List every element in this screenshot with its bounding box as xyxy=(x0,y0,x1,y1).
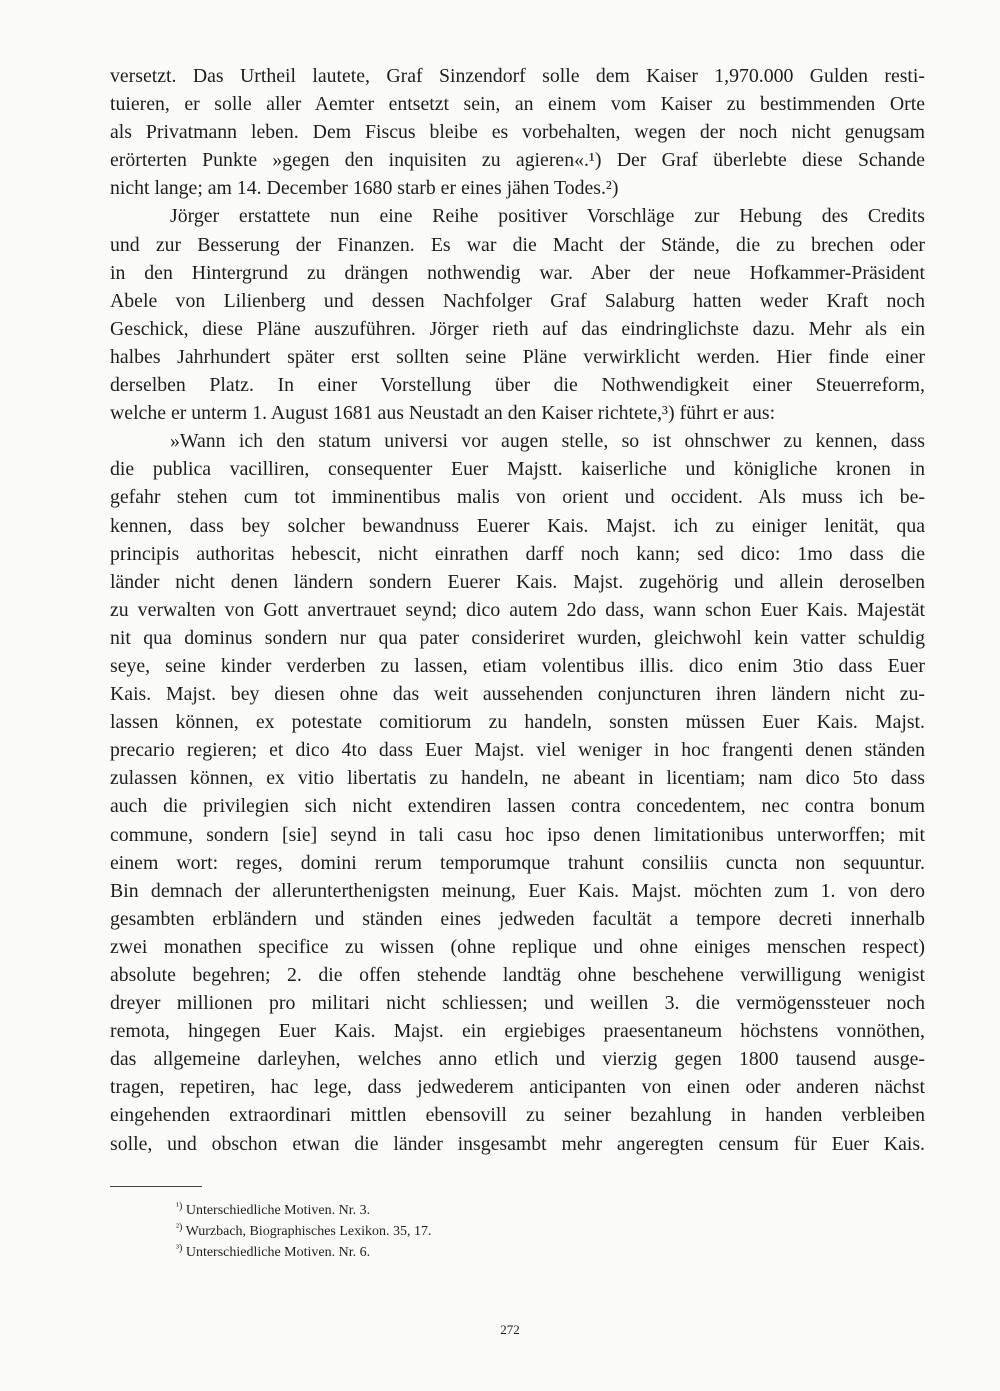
text-line: gefahr stehen cum tot imminentibus malis von orient und occident. Als muss ich be- xyxy=(110,486,925,509)
text-line: zwei monathen specifice zu wissen (ohne replique und ohne einiges menschen respect) xyxy=(110,935,925,958)
text-line: Bin demnach der allerunterthenigsten meinung, Euer Kais. Majst. möchten zum 1. von dero xyxy=(110,879,925,902)
text-line: das allgemeine darleyhen, welches anno etlich und vierzig gegen 1800 tausend ausge- xyxy=(110,1048,925,1071)
text-line: derselben Platz. In einer Vorstellung über die Nothwendigkeit einer Steuerreform, xyxy=(110,374,925,397)
text-line: eingehenden extraordinari mittlen ebensovill zu seiner bezahlung in handen verbleiben xyxy=(110,1104,925,1127)
text-line: die publica vacilliren, consequenter Euer Majstt. kaiserliche und königliche kronen in xyxy=(110,458,925,481)
page-number: 272 xyxy=(500,1322,520,1337)
body-text xyxy=(110,62,925,1158)
footnote-text: Unterschiedliche Motiven. Nr. 3. xyxy=(185,1203,371,1218)
text-line: kennen, dass bey solcher bewandnuss Euerer Kais. Majst. ich zu einiger lenität, qua xyxy=(110,514,925,537)
footnote-text: Unterschiedliche Motiven. Nr. 6. xyxy=(185,1245,371,1260)
footnote-marker: ²) xyxy=(176,1222,183,1233)
text-line: precario regieren; et dico 4to dass Euer Majst. viel weniger in hoc frangenti denen ständen xyxy=(110,739,925,762)
text-line: länder nicht denen ländern sondern Euerer Kais. Majst. zugehörig und allein deroselben xyxy=(110,570,925,593)
text-line: lassen können, ex potestate comitiorum zu handeln, sonsten müssen Euer Kais. Majst. xyxy=(110,711,925,734)
text-line: Abele von Lilienberg und dessen Nachfolger Graf Salaburg hatten weder Kraft noch xyxy=(110,289,925,312)
text-line: remota, hingegen Euer Kais. Majst. ein ergiebiges praesentaneum höchstens vonnöthen, xyxy=(110,1020,925,1043)
text-line: principis authoritas hebescit, nicht einrathen darff noch kann; sed dico: 1mo dass die xyxy=(110,542,925,565)
text-line: zu verwalten von Gott anvertrauet seynd; dico autem 2do dass, wann schon Euer Kais. Majestät xyxy=(110,598,925,621)
text-line: und zur Besserung der Finanzen. Es war die Macht der Stände, die zu brechen oder xyxy=(110,233,925,256)
footnote-text: Wurzbach, Biographisches Lexikon. 35, 17. xyxy=(185,1224,432,1239)
text-line: versetzt. Das Urtheil lautete, Graf Sinzendorf solle dem Kaiser 1,970.000 Gulden resti- xyxy=(110,65,925,87)
text-line: erörterten Punkte »gegen den inquisiten zu agieren«.¹) Der Graf überlebte diese Schande xyxy=(110,149,925,172)
footnote-marker: ³) xyxy=(176,1243,183,1254)
text-line: als Privatmann leben. Dem Fiscus bleibe es vorbehalten, wegen der noch nicht genugsam xyxy=(110,121,925,144)
text-line: solle, und obschon etwan die länder insgesambt mehr angeregten censum für Euer Kais. xyxy=(110,1132,925,1155)
text-line: seye, seine kinder verderben zu lassen, etiam volentibus illis. dico enim 3tio dass Euer xyxy=(110,654,925,677)
text-line: welche er unterm 1. August 1681 aus Neustadt an den Kaiser richtete,³) führt er aus: xyxy=(110,402,776,425)
text-line: nicht lange; am 14. December 1680 starb er eines jähen Todes.²) xyxy=(110,177,619,200)
text-line: absolute begehren; 2. die offen stehende landtäg ohne beschehene verwilligung wenigist xyxy=(110,964,925,986)
text-line: einem wort: reges, domini rerum temporumque trahunt consiliis cuncta non sequuntur. xyxy=(110,851,925,874)
footnote-marker: ¹) xyxy=(176,1201,183,1212)
text-line: halbes Jahrhundert später erst sollten seine Pläne verwirklicht werden. Hier finde einer xyxy=(110,345,925,368)
text-line: »Wann ich den statum universi vor augen stelle, so ist ohnschwer zu kennen, dass xyxy=(170,430,925,453)
footnote xyxy=(176,1238,676,1259)
footnotes xyxy=(176,1196,676,1259)
text-line: commune, sondern [sie] seynd in tali casu hoc ipso denen limitationibus unterworffen; mit xyxy=(110,823,925,846)
text-line: Kais. Majst. bey diesen ohne das weit aussehenden conjuncturen ihren ländern nicht zu- xyxy=(110,683,925,706)
text-line: tuieren, er solle aller Aemter entsetzt sein, an einem vom Kaiser zu bestimmenden Orte xyxy=(110,93,925,116)
text-line: auch die privilegien sich nicht extendiren lassen contra concedentem, nec contra bonum xyxy=(110,795,925,818)
text-line: dreyer millionen pro militari nicht schliessen; und weillen 3. die vermögenssteuer noch xyxy=(110,992,925,1015)
text-line: Geschick, diese Pläne auszuführen. Jörger rieth auf das eindringlichste dazu. Mehr als ein xyxy=(110,317,925,340)
text-line: nit qua dominus sondern nur qua pater consideriret wurden, gleichwohl kein vatter schuldig xyxy=(110,626,925,649)
footnote xyxy=(176,1196,676,1217)
footnote xyxy=(176,1217,676,1238)
text-line: in den Hintergrund zu drängen nothwendig war. Aber der neue Hofkammer-Präsident xyxy=(110,261,925,284)
text-line: zulassen können, ex vitio libertatis zu handeln, ne abeant in licentiam; nam dico 5to dass xyxy=(110,767,925,790)
text-line: tragen, repetiren, hac lege, dass jedwederem anticipanten von einen oder anderen nächst xyxy=(110,1076,925,1099)
text-line: gesambten erbländern und ständen eines jedweden facultät a tempore decreti innerhalb xyxy=(110,907,925,930)
footnote-rule xyxy=(110,1186,202,1187)
text-line: Jörger erstattete nun eine Reihe positiver Vorschläge zur Hebung des Credits xyxy=(170,205,925,228)
